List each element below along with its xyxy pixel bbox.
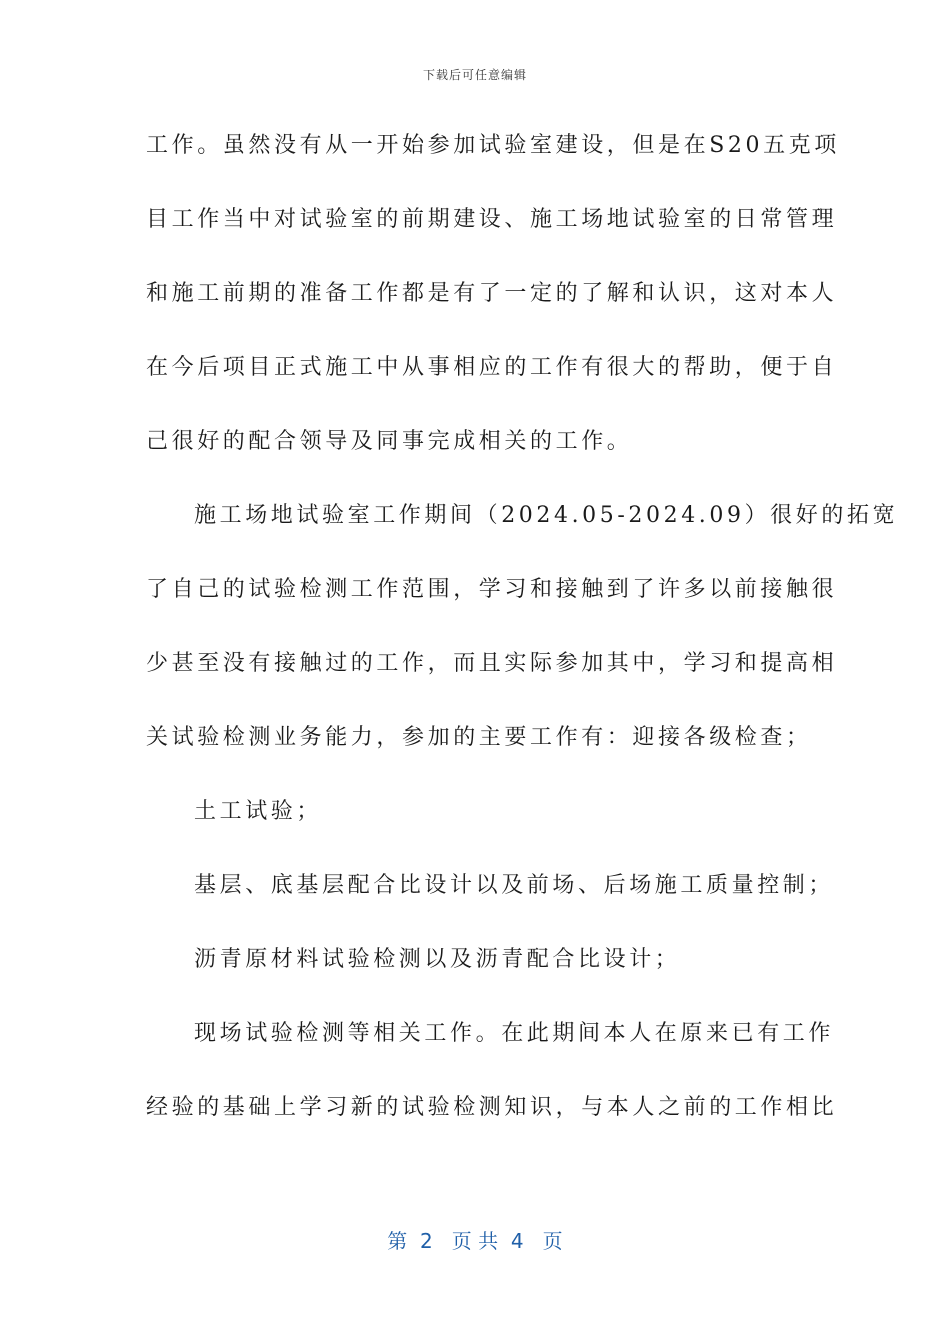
text-line: 目工作当中对试验室的前期建设、施工场地试验室的日常管理 — [146, 207, 838, 232]
text-line: 施工场地试验室工作期间（2024.05-2024.09）很好的拓宽 — [194, 503, 899, 528]
page-header: 下载后可任意编辑 — [422, 68, 527, 82]
text-line: 经验的基础上学习新的试验检测知识，与本人之前的工作相比 — [146, 1095, 838, 1120]
text-line: 关试验检测业务能力，参加的主要工作有：迎接各级检查； — [146, 725, 812, 750]
document-body — [146, 128, 899, 1164]
text-line: 基层、底基层配合比设计以及前场、后场施工质量控制； — [194, 873, 835, 898]
page-number-footer: 第 2 页 共 4 页 — [387, 1229, 563, 1253]
text-line: 己很好的配合领导及同事完成相关的工作。 — [146, 429, 633, 454]
text-line: 少甚至没有接触过的工作，而且实际参加其中，学习和提高相 — [146, 651, 838, 676]
text-line: 和施工前期的准备工作都是有了一定的了解和认识，这对本人 — [146, 281, 838, 306]
text-line: 土工试验； — [194, 799, 323, 824]
text-line: 工作。虽然没有从一开始参加试验室建设，但是在S20五克项 — [146, 133, 840, 158]
text-line: 现场试验检测等相关工作。在此期间本人在原来已有工作 — [194, 1021, 835, 1046]
text-line: 在今后项目正式施工中从事相应的工作有很大的帮助，便于自 — [146, 355, 838, 380]
text-line: 沥青原材料试验检测以及沥青配合比设计； — [194, 947, 681, 972]
text-line: 了自己的试验检测工作范围，学习和接触到了许多以前接触很 — [146, 577, 838, 602]
